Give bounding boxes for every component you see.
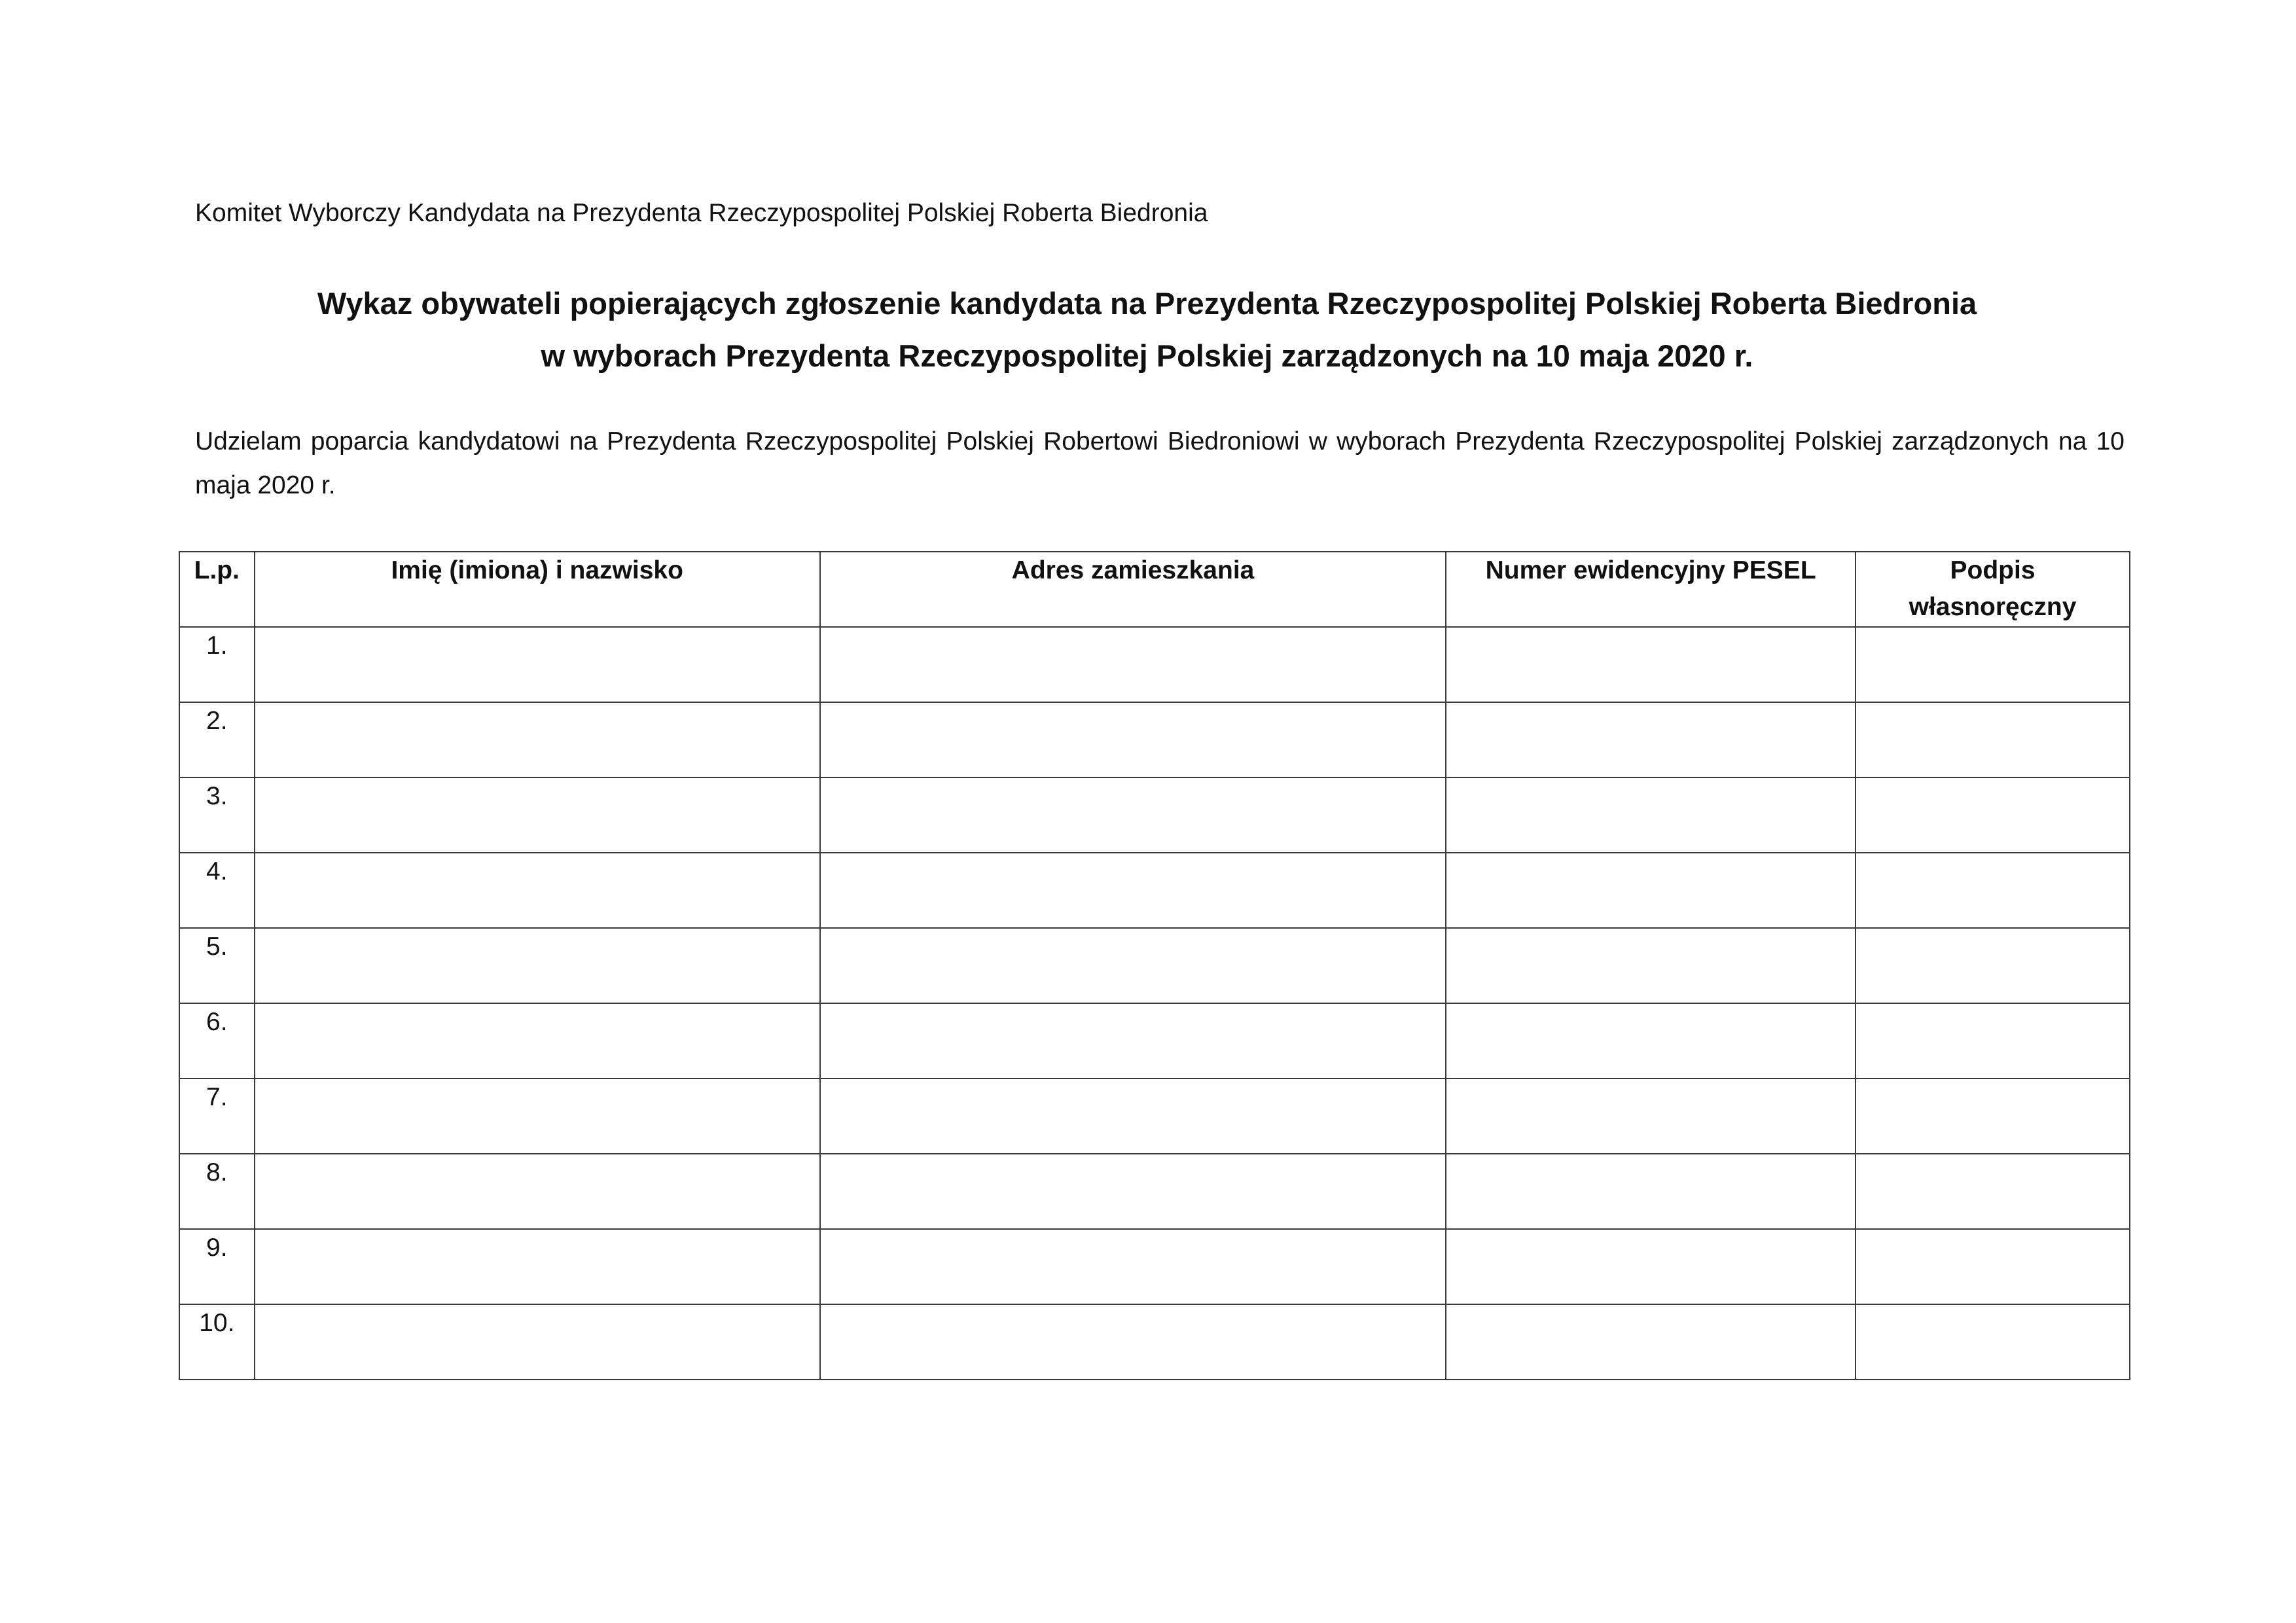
address-cell[interactable] bbox=[820, 1154, 1446, 1229]
signature-cell[interactable] bbox=[1856, 853, 2130, 928]
table-row bbox=[179, 1229, 2130, 1304]
row-number: 2. bbox=[179, 702, 255, 777]
row-number: 9. bbox=[179, 1229, 255, 1304]
name-cell[interactable] bbox=[255, 777, 820, 853]
pesel-cell[interactable] bbox=[1446, 1304, 1856, 1380]
address-cell[interactable] bbox=[820, 1304, 1446, 1380]
signature-cell[interactable] bbox=[1856, 1003, 2130, 1079]
name-cell[interactable] bbox=[255, 702, 820, 777]
pesel-cell[interactable] bbox=[1446, 1003, 1856, 1079]
column-header-lp: L.p. bbox=[179, 552, 255, 627]
signature-cell[interactable] bbox=[1856, 1154, 2130, 1229]
document-title bbox=[183, 277, 2111, 382]
signature-cell[interactable] bbox=[1856, 1304, 2130, 1380]
title-line-2: w wyborach Prezydenta Rzeczypospolitej Polskiej zarządzonych na 10 maja 2020 r. bbox=[541, 338, 1753, 373]
name-cell[interactable] bbox=[255, 1304, 820, 1380]
name-cell[interactable] bbox=[255, 928, 820, 1003]
name-cell[interactable] bbox=[255, 1079, 820, 1154]
column-header-name: Imię (imiona) i nazwisko bbox=[255, 552, 820, 627]
address-cell[interactable] bbox=[820, 702, 1446, 777]
address-cell[interactable] bbox=[820, 627, 1446, 702]
pesel-cell[interactable] bbox=[1446, 1154, 1856, 1229]
row-number: 1. bbox=[179, 627, 255, 702]
name-cell[interactable] bbox=[255, 853, 820, 928]
table-row bbox=[179, 928, 2130, 1003]
table-row bbox=[179, 1154, 2130, 1229]
table-row bbox=[179, 1003, 2130, 1079]
name-cell[interactable] bbox=[255, 1229, 820, 1304]
signature-cell[interactable] bbox=[1856, 928, 2130, 1003]
table-header-row bbox=[179, 552, 2130, 627]
address-cell[interactable] bbox=[820, 777, 1446, 853]
column-header-signature-text: Podpis własnoręczny bbox=[1909, 556, 2077, 621]
signature-cell[interactable] bbox=[1856, 702, 2130, 777]
row-number: 7. bbox=[179, 1079, 255, 1154]
row-number: 6. bbox=[179, 1003, 255, 1079]
row-number: 10. bbox=[179, 1304, 255, 1380]
signature-cell[interactable] bbox=[1856, 1079, 2130, 1154]
address-cell[interactable] bbox=[820, 1229, 1446, 1304]
pesel-cell[interactable] bbox=[1446, 1079, 1856, 1154]
table-row bbox=[179, 627, 2130, 702]
table-row bbox=[179, 1079, 2130, 1154]
signature-cell[interactable] bbox=[1856, 777, 2130, 853]
pesel-cell[interactable] bbox=[1446, 928, 1856, 1003]
address-cell[interactable] bbox=[820, 1003, 1446, 1079]
support-statement: Udzielam poparcia kandydatowi na Prezydenta Rzeczypospolitej Polskiej Robertowi Biedroniowi w wyborach Prezydenta Rzeczypospolitej Polskiej zarządzonych na 10 maja 2020 r. bbox=[195, 427, 2125, 499]
signature-cell[interactable] bbox=[1856, 627, 2130, 702]
address-cell[interactable] bbox=[820, 1079, 1446, 1154]
name-cell[interactable] bbox=[255, 627, 820, 702]
row-number: 3. bbox=[179, 777, 255, 853]
signatures-table bbox=[179, 551, 2130, 1380]
table-row bbox=[179, 853, 2130, 928]
table-row bbox=[179, 777, 2130, 853]
committee-name: Komitet Wyborczy Kandydata na Prezydenta Rzeczypospolitej Polskiej Roberta Biedronia bbox=[195, 199, 1208, 227]
column-header-signature bbox=[1856, 552, 2130, 627]
column-header-pesel: Numer ewidencyjny PESEL bbox=[1446, 552, 1856, 627]
pesel-cell[interactable] bbox=[1446, 1229, 1856, 1304]
pesel-cell[interactable] bbox=[1446, 627, 1856, 702]
address-cell[interactable] bbox=[820, 853, 1446, 928]
title-line-1: Wykaz obywateli popierających zgłoszenie kandydata na Prezydenta Rzeczypospolitej Polskiej Roberta Biedronia bbox=[317, 286, 1977, 321]
table-row bbox=[179, 702, 2130, 777]
row-number: 5. bbox=[179, 928, 255, 1003]
table-row bbox=[179, 1304, 2130, 1380]
signature-cell[interactable] bbox=[1856, 1229, 2130, 1304]
name-cell[interactable] bbox=[255, 1154, 820, 1229]
name-cell[interactable] bbox=[255, 1003, 820, 1079]
pesel-cell[interactable] bbox=[1446, 777, 1856, 853]
pesel-cell[interactable] bbox=[1446, 853, 1856, 928]
pesel-cell[interactable] bbox=[1446, 702, 1856, 777]
row-number: 8. bbox=[179, 1154, 255, 1229]
row-number: 4. bbox=[179, 853, 255, 928]
column-header-address: Adres zamieszkania bbox=[820, 552, 1446, 627]
address-cell[interactable] bbox=[820, 928, 1446, 1003]
